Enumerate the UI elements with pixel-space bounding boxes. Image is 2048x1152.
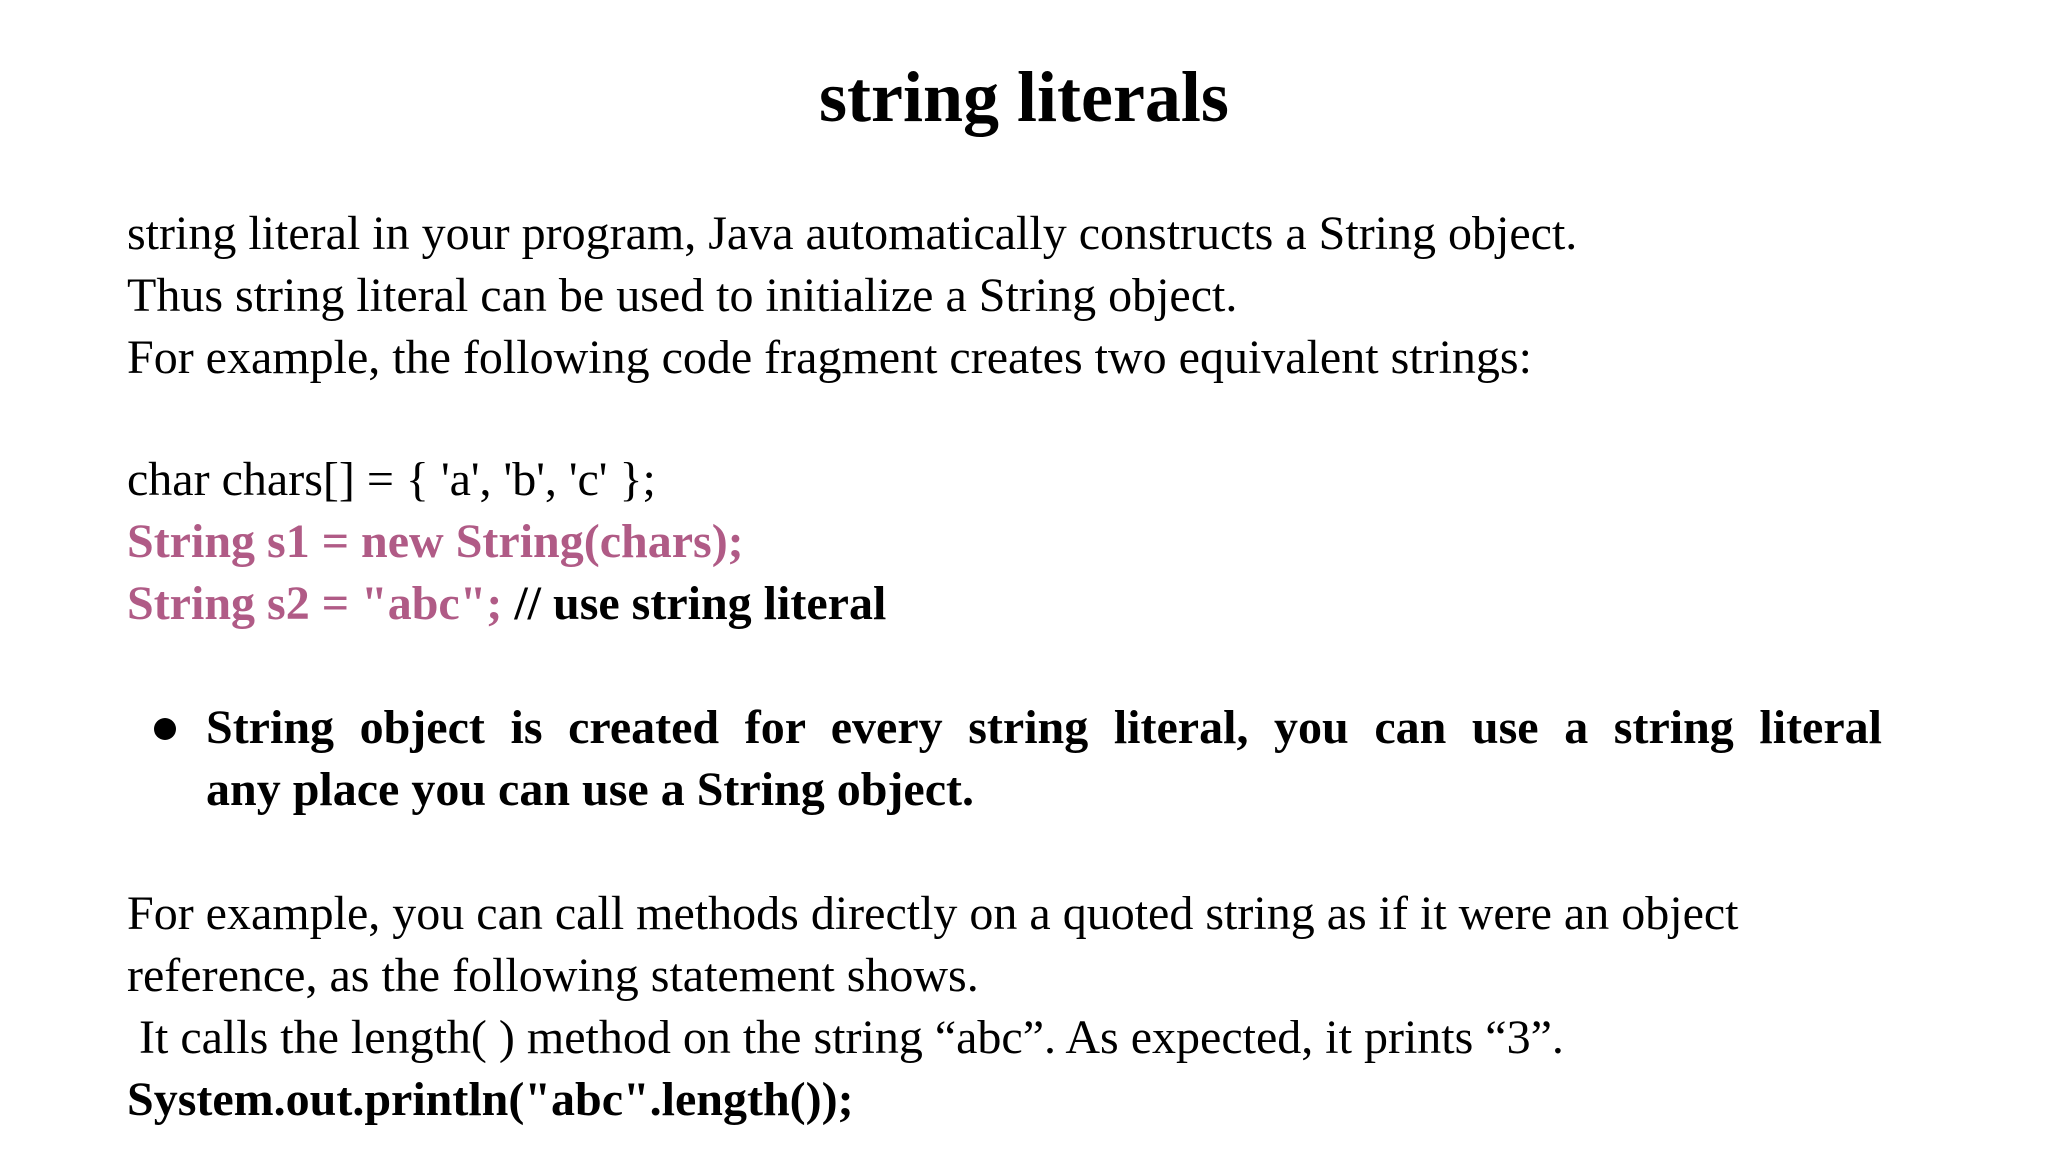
code-line-char-array: char chars[] = { 'a', 'b', 'c' };	[127, 453, 656, 506]
outro-line-2: reference, as the following statement shows.	[127, 949, 979, 1002]
outro-line-3: It calls the length( ) method on the string “abc”. As expected, it prints “3”.	[127, 1011, 1564, 1064]
code-line-string-s2	[127, 573, 886, 635]
bullet-line-2: any place you can use a String object.	[206, 763, 974, 816]
code-line-string-s1: String s1 = new String(chars);	[127, 515, 744, 568]
intro-line-2: Thus string literal can be used to initialize a String object.	[127, 269, 1238, 322]
outro-line-1: For example, you can call methods directly on a quoted string as if it were an object	[127, 887, 1739, 940]
intro-line-3: For example, the following code fragment creates two equivalent strings:	[127, 331, 1532, 384]
code-s2-statement: String s2 = "abc";	[127, 577, 503, 630]
bullet-line-1: String object is created for every string literal, you can use a string literal	[206, 701, 1882, 754]
final-code-line: System.out.println("abc".length());	[127, 1073, 854, 1126]
code-s2-comment: // use string literal	[502, 577, 887, 630]
intro-line-1: string literal in your program, Java automatically constructs a String object.	[127, 207, 1578, 260]
slide-title: string literals	[819, 57, 1229, 137]
bullet-dot-icon	[154, 718, 176, 740]
bullet-point	[206, 697, 1882, 821]
